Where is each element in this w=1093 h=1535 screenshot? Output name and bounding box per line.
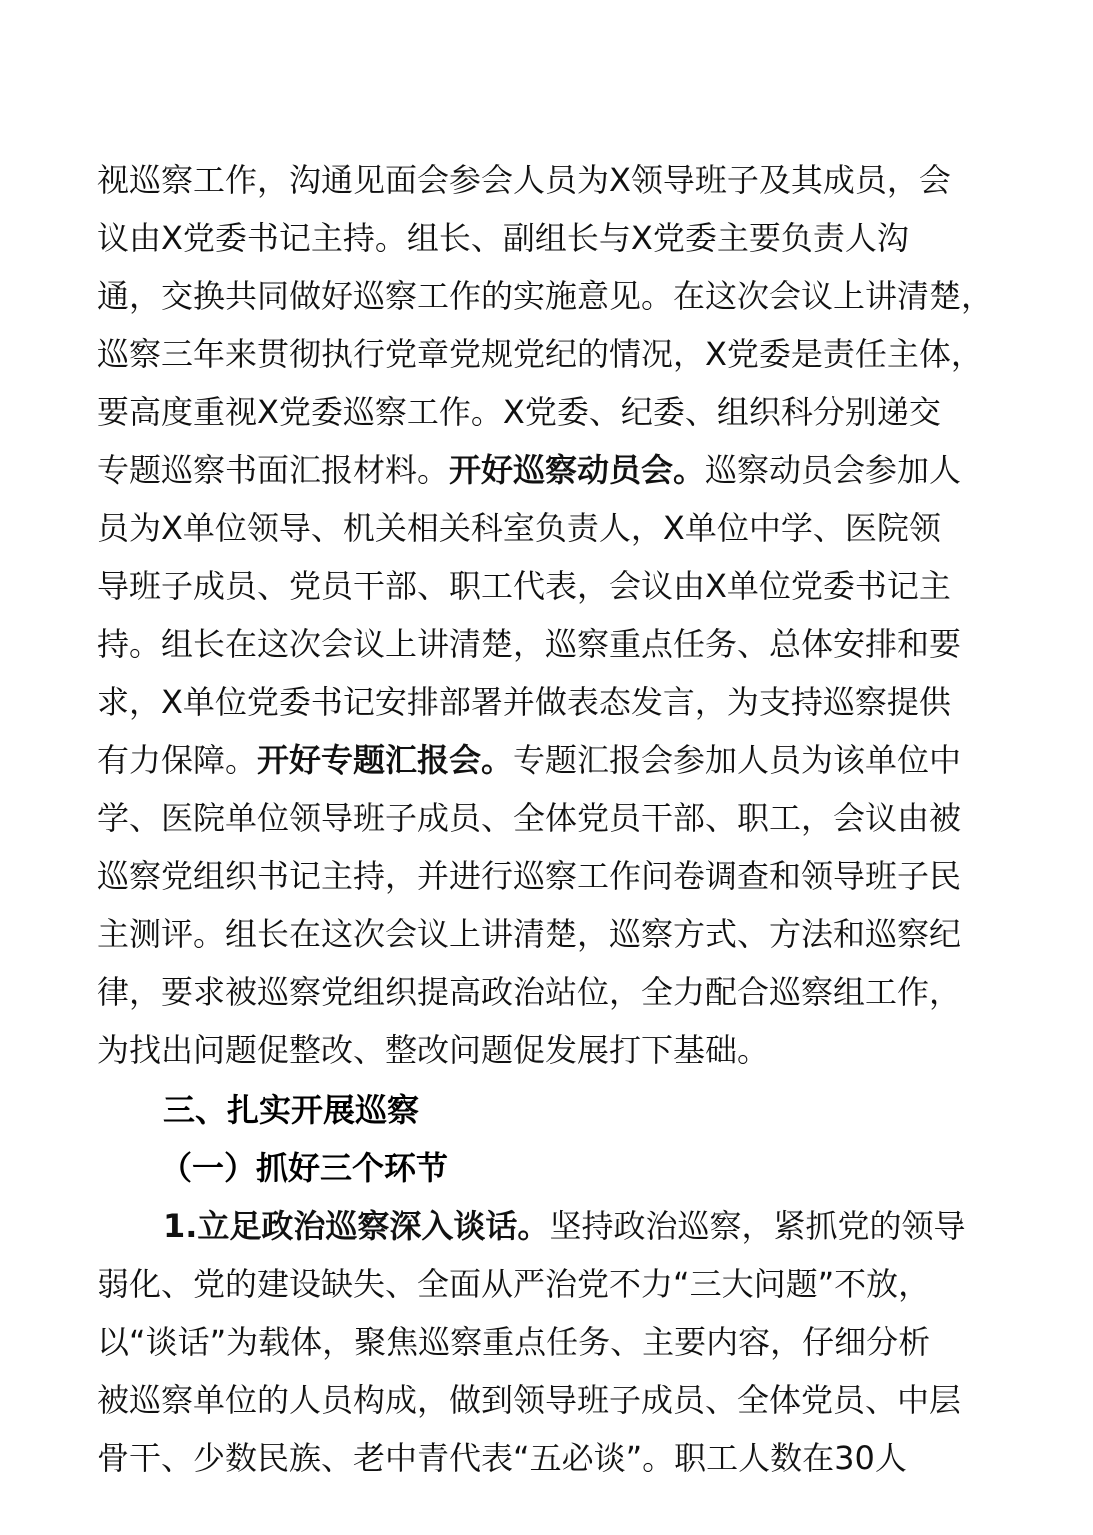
bold-phrase: 开好专题汇报会。	[257, 741, 514, 779]
text-span: 为找出问题促整改、整改问题促发展打下基础。	[97, 1031, 770, 1069]
text-span: 员为X单位领导、机关相关科室负责人，X单位中学、医院领	[97, 509, 941, 547]
bold-phrase: 开好巡察动员会。	[449, 451, 706, 489]
text-line	[97, 914, 961, 954]
text-line	[97, 276, 993, 316]
text-span: 持。组长在这次会议上讲清楚，巡察重点任务、总体安排和要	[97, 625, 962, 663]
text-line	[97, 1438, 907, 1478]
text-span: 有力保障。	[97, 741, 258, 779]
text-line	[97, 450, 961, 490]
text-span: 巡察党组织书记主持，并进行巡察工作问卷调查和领导班子民	[97, 857, 962, 895]
text-line	[97, 160, 951, 200]
text-line	[97, 566, 951, 606]
text-span: 坚持政治巡察，紧抓党的领导	[549, 1207, 966, 1245]
text-span: 巡察三年来贯彻执行党章党规党纪的情况，X党委是责任主体，	[97, 335, 983, 373]
text-line	[97, 1264, 930, 1304]
text-line	[97, 682, 951, 722]
item-lead: 1.立足政治巡察深入谈话。	[163, 1207, 550, 1245]
text-span: 被巡察单位的人员构成，做到领导班子成员、全体党员、中层	[97, 1381, 962, 1419]
text-span: 弱化、党的建设缺失、全面从严治党不力“三大问题”不放，	[97, 1265, 931, 1303]
text-line	[97, 856, 961, 896]
text-line	[97, 1380, 961, 1420]
text-span: 专题汇报会参加人员为该单位中	[513, 741, 962, 779]
text-span: 要高度重视X党委巡察工作。X党委、纪委、组织科分别递交	[97, 393, 941, 431]
text-span: 巡察动员会参加人	[705, 451, 962, 489]
text-line	[97, 798, 961, 838]
text-span: 骨干、少数民族、老中青代表“五必谈”。职工人数在30人	[97, 1439, 907, 1477]
text-span: 学、医院单位领导班子成员、全体党员干部、职工，会议由被	[97, 799, 962, 837]
text-span: 律，要求被巡察党组织提高政治站位，全力配合巡察组工作，	[97, 973, 962, 1011]
text-span: 求，X单位党委书记安排部署并做表态发言，为支持巡察提供	[97, 683, 951, 721]
item-line	[163, 1206, 965, 1246]
sub-heading: （一）抓好三个环节	[160, 1149, 449, 1187]
text-line	[97, 218, 909, 258]
text-line	[97, 740, 961, 780]
text-line	[97, 392, 941, 432]
text-line	[97, 972, 961, 1012]
text-line	[97, 508, 941, 548]
section-heading: 三、扎实开展巡察	[163, 1091, 420, 1129]
text-line	[97, 1030, 769, 1070]
text-span: 导班子成员、党员干部、职工代表，会议由X单位党委书记主	[97, 567, 951, 605]
text-line	[97, 624, 961, 664]
text-line	[97, 334, 983, 374]
text-span: 通，交换共同做好巡察工作的实施意见。在这次会议上讲清楚，	[97, 277, 994, 315]
text-span: 专题巡察书面汇报材料。	[97, 451, 450, 489]
text-span: 议由X党委书记主持。组长、副组长与X党委主要负责人沟	[97, 219, 909, 257]
text-span: 主测评。组长在这次会议上讲清楚，巡察方式、方法和巡察纪	[97, 915, 962, 953]
text-line	[97, 1322, 930, 1362]
text-span: 视巡察工作，沟通见面会参会人员为X领导班子及其成员，会	[97, 161, 951, 199]
text-span: 以“谈话”为载体，聚焦巡察重点任务、主要内容，仔细分析	[97, 1323, 931, 1361]
